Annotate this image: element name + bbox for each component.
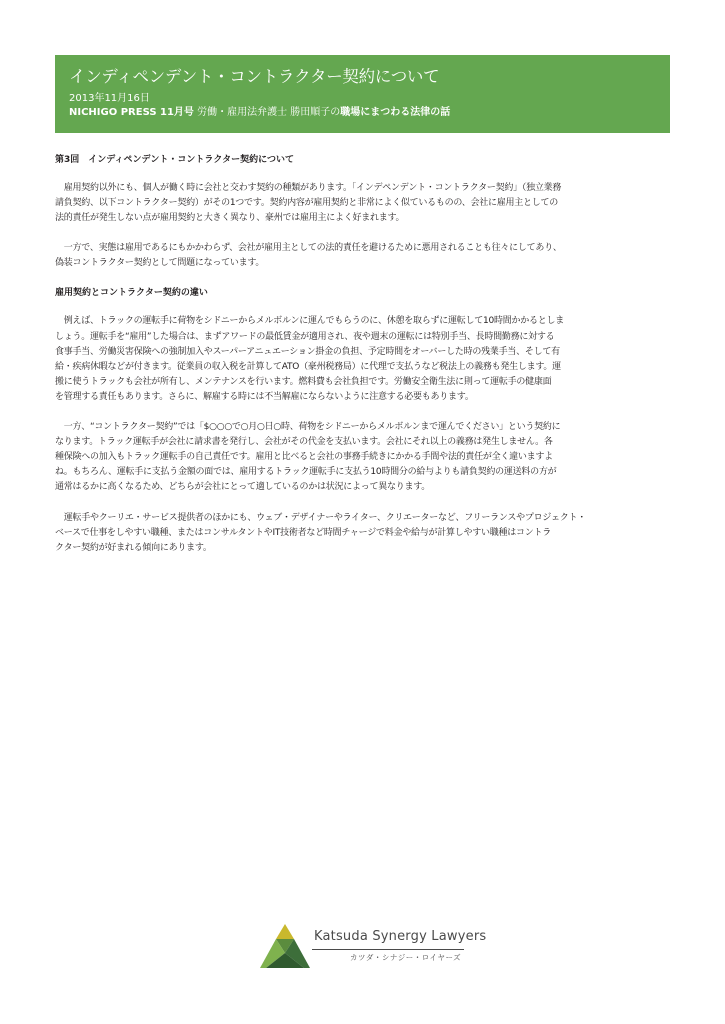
paragraph-line: 運転手やクーリエ・サービス提供者のほかにも、ウェブ・デザイナーやライター、クリエーターなど、フリーランスやプロジェクト・	[55, 512, 586, 523]
paragraph-line: を管理する責任もあります。さらに、解雇する時には不当解雇にならないように注意する必要もあります。	[55, 391, 474, 402]
paragraph-line: 食事手当、労働災害保険への強制加入やスーパーアニュエーション掛金の負担、予定時間をオーバーした時の残業手当、そして有	[55, 346, 560, 357]
section-heading-2: 雇用契約とコントラクター契約の違い	[55, 288, 208, 299]
paragraph-line: なります。トラック運転手が会社に請求書を発行し、会社がその代金を支払います。会社にそれ以上の義務は発生しません。各	[55, 437, 553, 448]
logo-divider	[312, 949, 464, 950]
paragraph-line: 一方で、実態は雇用であるにもかかわらず、会社が雇用主としての法的責任を避けるために悪用されることも往々にしてあり、	[55, 243, 562, 254]
paragraph-line: ベースで仕事をしやすい職種、またはコンサルタントやIT技術者など時間チャージで料金や給与が計算しやすい職種はコントラ	[55, 527, 551, 538]
column-name: 職場にまつわる法律の話	[340, 107, 451, 118]
paragraph-line: クター契約が好まれる傾向にあります。	[55, 542, 212, 553]
paragraph-5	[55, 511, 670, 556]
paragraph-line: 雇用契約以外にも、個人が働く時に会社と交わす契約の種類があります。「インデペンデント・コントラクター契約」（独立業務	[55, 183, 562, 193]
article-body	[55, 153, 670, 556]
paragraph-line: 例えば、トラックの運転手に荷物をシドニーからメルボルンに運んでもらうのに、休憩を取らずに運転して10時間かかるとしま	[55, 316, 564, 327]
firm-name-kana: カツダ・シナジー・ロイヤーズ	[350, 953, 462, 962]
triangle-mountains-icon	[258, 920, 312, 972]
firm-logo	[258, 920, 487, 972]
paragraph-line: 給・疾病休暇などが付きます。従業員の収入税を計算してATO（豪州税務局）に代理で支払うなど税法上の義務も発生します。運	[55, 361, 561, 372]
paragraph-line: 偽装コントラクター契約として問題になっています。	[55, 258, 265, 269]
paragraph-3	[55, 314, 670, 405]
paragraph-line: 搬に使うトラックも会社が所有し、メンテナンスを行います。燃料費も会社負担です。労働安全衛生法に則って運転手の健康面	[55, 376, 552, 387]
author-line: 労働・雇用法弁護士 勝田順子の	[197, 107, 341, 118]
section-heading-1: 第3回 インディペンデント・コントラクター契約について	[55, 155, 295, 165]
paragraph-line: しょう。運転手を“雇用”した場合は、まずアワードの最低賃金が適用され、夜や週末の運転には特別手当、長時間勤務に対する	[55, 331, 555, 342]
publication-name: NICHIGO PRESS 11月号	[69, 107, 194, 118]
paragraph-line: 請負契約、以下コントラクター契約）がその1つです。契約内容が雇用契約と非常によく似ているものの、会社に雇用主としての	[55, 198, 558, 209]
paragraph-4	[55, 420, 670, 495]
header-banner	[55, 55, 670, 133]
paragraph-1	[55, 181, 670, 226]
paragraph-line: 種保険への加入もトラック運転手の自己責任です。雇用と比べると会社の事務手続きにかかる手間や法的責任が全く違いますよ	[55, 452, 553, 463]
firm-name: Katsuda Synergy Lawyers	[314, 929, 487, 944]
paragraph-2	[55, 241, 670, 271]
publication-line	[69, 106, 656, 120]
paragraph-line: 法的責任が発生しない点が雇用契約と大きく異なり、豪州では雇用主によく好まれます。	[55, 213, 405, 224]
page-title: インディペンデント・コントラクター契約について	[69, 67, 440, 86]
paragraph-line: ね。もちろん、運転手に支払う金額の面では、雇用するトラック運転手に支払う10時間分の給与よりも請負契約の運送料の方が	[55, 467, 557, 478]
publish-date: 2013年11月16日	[69, 93, 150, 104]
paragraph-line: 一方、“コントラクター契約”では「$○○○で○月○日○時、荷物をシドニーからメルボルンまで運んでください」という契約に	[55, 422, 561, 433]
paragraph-line: 通常はるかに高くなるため、どちらが会社にとって適しているのかは状況によって異なります。	[55, 482, 430, 493]
